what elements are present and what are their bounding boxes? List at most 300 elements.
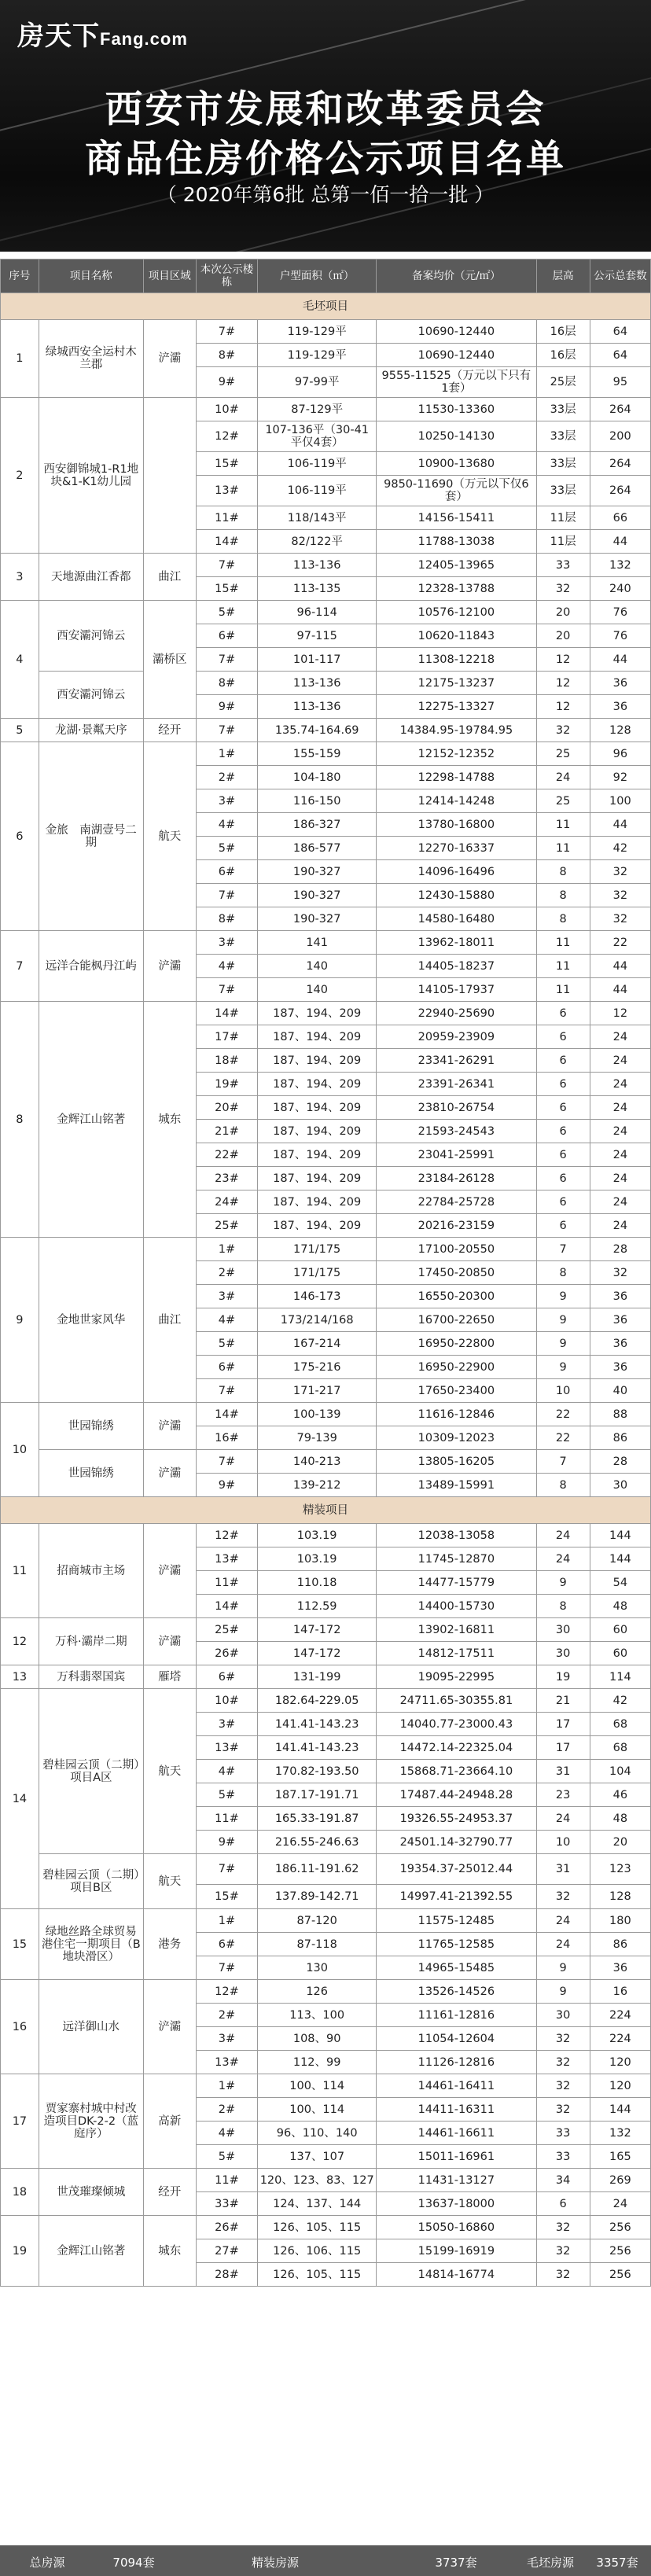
price-cell: 10309-12023 [377,1426,536,1450]
unit-area-cell: 126、105、115 [258,2263,377,2287]
price-cell: 10250-14130 [377,421,536,452]
price-cell: 24711.65-30355.81 [377,1689,536,1713]
price-cell: 17450-20850 [377,1261,536,1285]
unit-area-cell: 113-136 [258,695,377,719]
floors-cell: 23 [536,1783,590,1807]
floors-cell: 24 [536,1909,590,1933]
unit-area-cell: 116-150 [258,789,377,813]
building-cell: 7# [196,719,257,742]
unit-area-cell: 100、114 [258,2074,377,2098]
project-name-cell: 天地源曲江香都 [39,554,143,601]
price-cell: 16950-22900 [377,1356,536,1379]
floors-cell: 33 [536,554,590,577]
floors-cell: 22 [536,1426,590,1450]
section-header [1,1497,651,1524]
units-cell: 180 [590,1909,650,1933]
seq-cell: 4 [1,601,39,719]
price-cell: 9850-11690（万元以下仅6套） [377,476,536,506]
floors-cell: 30 [536,2004,590,2027]
price-cell: 12328-13788 [377,577,536,601]
floors-cell: 25 [536,789,590,813]
units-cell: 64 [590,344,650,367]
unit-area-cell: 100、114 [258,2098,377,2122]
project-name-cell: 金旅 南湖壹号二期 [39,742,143,931]
area-cell: 经开 [143,719,196,742]
floors-cell: 8 [536,884,590,907]
units-cell: 24 [590,1167,650,1190]
seq-cell: 14 [1,1689,39,1909]
project-name-cell: 金地世家风华 [39,1238,143,1403]
floors-cell: 8 [536,1261,590,1285]
building-cell: 6# [196,1356,257,1379]
col-header: 户型面积（㎡） [258,259,377,293]
units-cell: 36 [590,1285,650,1308]
price-cell: 20959-23909 [377,1025,536,1049]
finished-label: 精装房源 [251,2556,299,2570]
price-cell: 12270-16337 [377,837,536,860]
seq-cell: 19 [1,2216,39,2287]
floors-cell: 31 [536,1854,590,1885]
totals-footer [0,2545,651,2576]
seq-cell: 17 [1,2074,39,2169]
unit-area-cell: 113-136 [258,554,377,577]
floors-cell: 20 [536,624,590,648]
units-cell: 86 [590,1933,650,1956]
building-cell: 3# [196,931,257,955]
price-cell: 15868.71-23664.10 [377,1760,536,1783]
building-cell: 1# [196,1909,257,1933]
area-cell: 航天 [143,1854,196,1909]
building-cell: 16# [196,1426,257,1450]
units-cell: 114 [590,1665,650,1689]
unit-area-cell: 155-159 [258,742,377,766]
floors-cell: 9 [536,1285,590,1308]
building-cell: 4# [196,1760,257,1783]
unit-area-cell: 182.64-229.05 [258,1689,377,1713]
units-cell: 68 [590,1736,650,1760]
units-cell: 22 [590,931,650,955]
price-cell: 14411-16311 [377,2098,536,2122]
project-name-cell: 万科·灞岸二期 [39,1618,143,1665]
building-cell: 2# [196,1261,257,1285]
unit-area-cell: 187、194、209 [258,1143,377,1167]
units-cell: 24 [590,1143,650,1167]
floors-cell: 33 [536,2145,590,2169]
unit-area-cell: 96-114 [258,601,377,624]
price-cell: 13902-16811 [377,1618,536,1642]
seq-cell: 2 [1,398,39,554]
floors-cell: 33层 [536,476,590,506]
building-cell: 14# [196,1002,257,1025]
brand-name: 房天下 [17,21,100,51]
building-cell: 25# [196,1214,257,1238]
unit-area-cell: 101-117 [258,648,377,672]
unit-area-cell: 190-327 [258,860,377,884]
price-cell: 14472.14-22325.04 [377,1736,536,1760]
section-title: 精装项目 [1,1497,651,1524]
units-cell: 48 [590,1595,650,1618]
units-cell: 36 [590,672,650,695]
unit-area-cell: 96、110、140 [258,2122,377,2145]
section-header [1,293,651,320]
price-cell: 14400-15730 [377,1595,536,1618]
unit-area-cell: 141 [258,931,377,955]
units-cell: 128 [590,1885,650,1909]
unit-area-cell: 187、194、209 [258,1214,377,1238]
unit-area-cell: 108、90 [258,2027,377,2051]
building-cell: 7# [196,1450,257,1474]
building-cell: 13# [196,1736,257,1760]
seq-cell: 9 [1,1238,39,1403]
unit-area-cell: 118/143平 [258,506,377,530]
unit-area-cell: 104-180 [258,766,377,789]
units-cell: 100 [590,789,650,813]
table-row [1,398,651,421]
price-cell: 23184-26128 [377,1167,536,1190]
unit-area-cell: 87-129平 [258,398,377,421]
building-cell: 26# [196,1642,257,1665]
building-cell: 15# [196,577,257,601]
project-name-cell: 西安灞河锦云 [39,672,143,719]
price-cell: 19095-22995 [377,1665,536,1689]
units-cell: 264 [590,398,650,421]
table-row [1,931,651,955]
price-cell: 9555-11525（万元以下只有1套） [377,367,536,398]
project-name-cell: 绿城西安全运村木兰郡 [39,320,143,398]
table-row [1,1238,651,1261]
price-cell: 14580-16480 [377,907,536,931]
col-header: 备案均价（元/㎡） [377,259,536,293]
units-cell: 224 [590,2004,650,2027]
table-row [1,2169,651,2192]
price-cell: 12038-13058 [377,1524,536,1547]
price-cell: 13526-14526 [377,1980,536,2004]
unit-area-cell: 97-115 [258,624,377,648]
unit-area-cell: 167-214 [258,1332,377,1356]
unit-area-cell: 126、106、115 [258,2239,377,2263]
unit-area-cell: 79-139 [258,1426,377,1450]
building-cell: 14# [196,1403,257,1426]
rough-label: 毛坯房源 [526,2556,574,2570]
units-cell: 24 [590,1049,650,1073]
area-cell: 港务 [143,1909,196,1980]
units-cell: 86 [590,1426,650,1450]
seq-cell: 7 [1,931,39,1002]
price-cell: 16550-20300 [377,1285,536,1308]
price-cell: 12175-13237 [377,672,536,695]
building-cell: 14# [196,530,257,554]
unit-area-cell: 112.59 [258,1595,377,1618]
floors-cell: 6 [536,1167,590,1190]
unit-area-cell: 120、123、83、127 [258,2169,377,2192]
price-cell: 20216-23159 [377,1214,536,1238]
floors-cell: 25 [536,742,590,766]
floors-cell: 20 [536,601,590,624]
floors-cell: 32 [536,2216,590,2239]
unit-area-cell: 165.33-191.87 [258,1807,377,1831]
units-cell: 24 [590,1120,650,1143]
floors-cell: 6 [536,1096,590,1120]
building-cell: 19# [196,1073,257,1096]
floors-cell: 32 [536,577,590,601]
building-cell: 4# [196,2122,257,2145]
units-cell: 12 [590,1002,650,1025]
floors-cell: 12 [536,648,590,672]
floors-cell: 11 [536,813,590,837]
building-cell: 17# [196,1025,257,1049]
units-cell: 28 [590,1450,650,1474]
price-cell: 10576-12100 [377,601,536,624]
unit-area-cell: 119-129平 [258,344,377,367]
building-cell: 24# [196,1190,257,1214]
unit-area-cell: 103.19 [258,1524,377,1547]
unit-area-cell: 106-119平 [258,452,377,476]
floors-cell: 19 [536,1665,590,1689]
price-cell: 14814-16774 [377,2263,536,2287]
price-cell: 14105-17937 [377,978,536,1002]
units-cell: 120 [590,2074,650,2098]
building-cell: 7# [196,320,257,344]
price-cell: 13637-18000 [377,2192,536,2216]
seq-cell: 18 [1,2169,39,2216]
units-cell: 256 [590,2216,650,2239]
price-cell: 22784-25728 [377,1190,536,1214]
floors-cell: 22 [536,1403,590,1426]
unit-area-cell: 110.18 [258,1571,377,1595]
unit-area-cell: 175-216 [258,1356,377,1379]
price-cell: 14997.41-21392.55 [377,1885,536,1909]
price-cell: 16950-22800 [377,1332,536,1356]
unit-area-cell: 173/214/168 [258,1308,377,1332]
area-cell: 浐灞 [143,1403,196,1450]
price-cell: 10690-12440 [377,344,536,367]
floors-cell: 32 [536,2239,590,2263]
units-cell: 16 [590,1980,650,2004]
area-cell: 经开 [143,2169,196,2216]
units-cell: 224 [590,2027,650,2051]
project-name-cell: 碧桂园云顶（二期）项目A区 [39,1689,143,1854]
units-cell: 24 [590,1214,650,1238]
unit-area-cell: 124、137、144 [258,2192,377,2216]
floors-cell: 21 [536,1689,590,1713]
price-cell: 13489-15991 [377,1474,536,1497]
building-cell: 2# [196,766,257,789]
price-cell: 17100-20550 [377,1238,536,1261]
units-cell: 32 [590,907,650,931]
floors-cell: 11 [536,978,590,1002]
units-cell: 144 [590,1524,650,1547]
area-cell [143,398,196,554]
brand-logo [17,14,188,53]
unit-area-cell: 147-172 [258,1642,377,1665]
unit-area-cell: 113、100 [258,2004,377,2027]
unit-area-cell: 137.89-142.71 [258,1885,377,1909]
building-cell: 27# [196,2239,257,2263]
price-cell: 11126-12816 [377,2051,536,2074]
price-cell: 23391-26341 [377,1073,536,1096]
unit-area-cell: 186-577 [258,837,377,860]
page-title-line1: 西安市发展和改革委员会 [105,87,546,131]
price-cell: 11616-12846 [377,1403,536,1426]
building-cell: 9# [196,1831,257,1854]
units-cell: 144 [590,1547,650,1571]
units-cell: 40 [590,1379,650,1403]
project-name-cell: 远洋御山水 [39,1980,143,2074]
units-cell: 269 [590,2169,650,2192]
unit-area-cell: 100-139 [258,1403,377,1426]
floors-cell: 6 [536,2192,590,2216]
building-cell: 7# [196,554,257,577]
units-cell: 32 [590,860,650,884]
price-cell: 12298-14788 [377,766,536,789]
building-cell: 15# [196,1885,257,1909]
units-cell: 24 [590,2192,650,2216]
units-cell: 32 [590,1261,650,1285]
price-cell: 14965-15485 [377,1956,536,1980]
building-cell: 7# [196,648,257,672]
building-cell: 9# [196,1474,257,1497]
total-value: 7094套 [112,2556,155,2570]
units-cell: 24 [590,1096,650,1120]
units-cell: 36 [590,1332,650,1356]
area-cell: 航天 [143,742,196,931]
building-cell: 11# [196,1571,257,1595]
building-cell: 3# [196,1285,257,1308]
units-cell: 68 [590,1713,650,1736]
floors-cell: 6 [536,1214,590,1238]
price-cell: 12275-13327 [377,695,536,719]
building-cell: 33# [196,2192,257,2216]
price-cell: 11788-13038 [377,530,536,554]
project-name-cell: 世园锦绣 [39,1450,143,1497]
page-title-line2: 商品住房价格公示项目名单 [84,137,566,181]
floors-cell: 32 [536,2027,590,2051]
unit-area-cell: 141.41-143.23 [258,1736,377,1760]
unit-area-cell: 187.17-191.71 [258,1783,377,1807]
units-cell: 96 [590,742,650,766]
building-cell: 3# [196,1713,257,1736]
col-header: 层高 [536,259,590,293]
price-cell: 11765-12585 [377,1933,536,1956]
floors-cell: 11 [536,837,590,860]
building-cell: 5# [196,2145,257,2169]
table-row [1,1689,651,1713]
building-cell: 11# [196,506,257,530]
seq-cell: 3 [1,554,39,601]
floors-cell: 9 [536,1956,590,1980]
floors-cell: 11 [536,955,590,978]
unit-area-cell: 170.82-193.50 [258,1760,377,1783]
price-cell: 11575-12485 [377,1909,536,1933]
price-cell: 17650-23400 [377,1379,536,1403]
unit-area-cell: 103.19 [258,1547,377,1571]
area-cell: 城东 [143,2216,196,2287]
units-cell: 144 [590,2098,650,2122]
seq-cell: 13 [1,1665,39,1689]
project-name-cell: 万科翡翠国宾 [39,1665,143,1689]
units-cell: 76 [590,624,650,648]
building-cell: 7# [196,1854,257,1885]
col-header: 公示总套数 [590,259,650,293]
project-name-cell: 绿地丝路全球贸易港住宅一期项目（B地块滑区） [39,1909,143,1980]
units-cell: 20 [590,1831,650,1854]
table-row [1,1665,651,1689]
floors-cell: 7 [536,1450,590,1474]
unit-area-cell: 139-212 [258,1474,377,1497]
units-cell: 165 [590,2145,650,2169]
project-name-cell: 龙湖·景粼天序 [39,719,143,742]
price-cell: 11530-13360 [377,398,536,421]
price-cell: 15050-16860 [377,2216,536,2239]
units-cell: 120 [590,2051,650,2074]
building-cell: 1# [196,1238,257,1261]
unit-area-cell: 187、194、209 [258,1025,377,1049]
floors-cell: 16层 [536,344,590,367]
table-row [1,554,651,577]
area-cell: 雁塔 [143,1665,196,1689]
floors-cell: 6 [536,1002,590,1025]
floors-cell: 17 [536,1713,590,1736]
project-name-cell: 碧桂园云顶（二期）项目B区 [39,1854,143,1909]
price-cell: 14461-16611 [377,2122,536,2145]
unit-area-cell: 216.55-246.63 [258,1831,377,1854]
building-cell: 10# [196,398,257,421]
floors-cell: 30 [536,1618,590,1642]
building-cell: 12# [196,1980,257,2004]
price-cell: 13962-18011 [377,931,536,955]
building-cell: 5# [196,1783,257,1807]
floors-cell: 8 [536,1474,590,1497]
units-cell: 44 [590,978,650,1002]
area-cell: 曲江 [143,554,196,601]
building-cell: 6# [196,1933,257,1956]
floors-cell: 8 [536,860,590,884]
seq-cell: 5 [1,719,39,742]
building-cell: 9# [196,367,257,398]
price-cell: 22940-25690 [377,1002,536,1025]
units-cell: 30 [590,1474,650,1497]
units-cell: 46 [590,1783,650,1807]
table-header-row [1,259,651,293]
price-cell: 23341-26291 [377,1049,536,1073]
unit-area-cell: 119-129平 [258,320,377,344]
floors-cell: 32 [536,2074,590,2098]
unit-area-cell: 171/175 [258,1261,377,1285]
unit-area-cell: 187、194、209 [258,1120,377,1143]
price-cell: 21593-24543 [377,1120,536,1143]
units-cell: 24 [590,1025,650,1049]
unit-area-cell: 87-118 [258,1933,377,1956]
area-cell: 航天 [143,1689,196,1854]
units-cell: 44 [590,648,650,672]
unit-area-cell: 131-199 [258,1665,377,1689]
header-banner [0,0,651,252]
building-cell: 15# [196,452,257,476]
seq-cell: 12 [1,1618,39,1665]
price-cell: 23041-25991 [377,1143,536,1167]
unit-area-cell: 171/175 [258,1238,377,1261]
unit-area-cell: 113-135 [258,577,377,601]
units-cell: 44 [590,813,650,837]
building-cell: 3# [196,789,257,813]
floors-cell: 6 [536,1073,590,1096]
building-cell: 2# [196,2098,257,2122]
price-cell: 11161-12816 [377,2004,536,2027]
floors-cell: 34 [536,2169,590,2192]
table-row [1,742,651,766]
unit-area-cell: 137、107 [258,2145,377,2169]
building-cell: 7# [196,978,257,1002]
